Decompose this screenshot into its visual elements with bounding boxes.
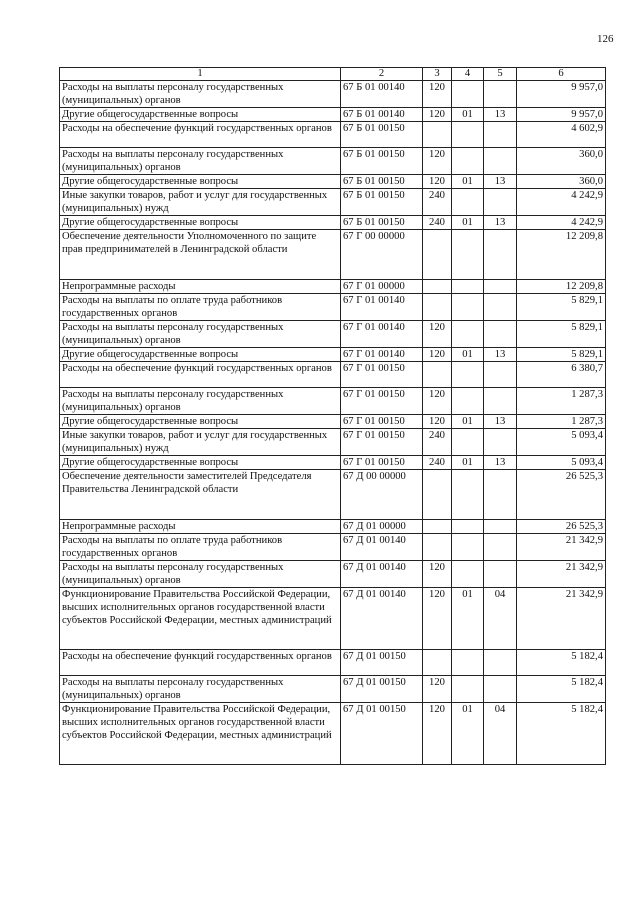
- table-row: [60, 230, 606, 280]
- row-code-cell: 67 Б 01 00140: [341, 108, 423, 122]
- row-code-cell: 67 Г 01 00140: [341, 348, 423, 362]
- table-row: [60, 189, 606, 216]
- row-code-cell: 67 Д 01 00150: [341, 650, 423, 676]
- table-row: [60, 429, 606, 456]
- table-row: [60, 148, 606, 175]
- row-col3-cell: 120: [423, 175, 452, 189]
- row-amount-cell: 4 242,9: [517, 216, 606, 230]
- row-col5-cell: [484, 321, 517, 348]
- row-col3-cell: [423, 362, 452, 388]
- row-amount-cell: 1 287,3: [517, 415, 606, 429]
- row-amount-cell: 5 093,4: [517, 429, 606, 456]
- row-col3-cell: 120: [423, 676, 452, 703]
- row-col4-cell: 01: [452, 456, 484, 470]
- row-col5-cell: 13: [484, 456, 517, 470]
- row-col4-cell: [452, 520, 484, 534]
- row-name-cell: Другие общегосударственные вопросы: [60, 108, 341, 122]
- table-row: [60, 362, 606, 388]
- row-name-cell: Расходы на выплаты персоналу государственных (муниципальных) органов: [60, 81, 341, 108]
- row-amount-cell: 4 242,9: [517, 189, 606, 216]
- row-code-cell: 67 Г 01 00000: [341, 280, 423, 294]
- row-amount-cell: 5 829,1: [517, 294, 606, 321]
- table-row: [60, 348, 606, 362]
- table-row: [60, 456, 606, 470]
- row-name-cell: Расходы на обеспечение функций государственных органов: [60, 362, 341, 388]
- row-col3-cell: [423, 650, 452, 676]
- row-col5-cell: 13: [484, 108, 517, 122]
- row-name-cell: Расходы на выплаты персоналу государственных (муниципальных) органов: [60, 676, 341, 703]
- row-amount-cell: 12 209,8: [517, 230, 606, 280]
- row-name-cell: Обеспечение деятельности заместителей Председателя Правительства Ленинградской области: [60, 470, 341, 520]
- row-code-cell: 67 Г 01 00150: [341, 388, 423, 415]
- row-col3-cell: 120: [423, 81, 452, 108]
- row-col4-cell: [452, 321, 484, 348]
- row-code-cell: 67 Д 01 00150: [341, 676, 423, 703]
- row-code-cell: 67 Б 01 00150: [341, 216, 423, 230]
- row-col3-cell: 240: [423, 456, 452, 470]
- row-col5-cell: [484, 470, 517, 520]
- row-amount-cell: 5 182,4: [517, 676, 606, 703]
- table-row: [60, 470, 606, 520]
- row-col3-cell: 120: [423, 148, 452, 175]
- row-col4-cell: [452, 189, 484, 216]
- row-amount-cell: 5 182,4: [517, 703, 606, 765]
- row-col4-cell: 01: [452, 348, 484, 362]
- row-col4-cell: [452, 650, 484, 676]
- row-col3-cell: 120: [423, 561, 452, 588]
- table-row: [60, 534, 606, 561]
- row-col3-cell: 120: [423, 703, 452, 765]
- table-row: [60, 175, 606, 189]
- row-amount-cell: 360,0: [517, 148, 606, 175]
- row-col3-cell: [423, 520, 452, 534]
- row-code-cell: 67 Д 01 00140: [341, 588, 423, 650]
- row-name-cell: Расходы на выплаты персоналу государственных (муниципальных) органов: [60, 388, 341, 415]
- row-name-cell: Функционирование Правительства Российской Федерации, высших исполнительных органов государственной власти субъектов Российской Федерации, местных администраций: [60, 703, 341, 765]
- row-col5-cell: [484, 429, 517, 456]
- row-code-cell: 67 Г 01 00150: [341, 456, 423, 470]
- row-amount-cell: 9 957,0: [517, 81, 606, 108]
- row-code-cell: 67 Г 01 00140: [341, 294, 423, 321]
- row-col3-cell: 240: [423, 189, 452, 216]
- row-amount-cell: 21 342,9: [517, 588, 606, 650]
- row-name-cell: Другие общегосударственные вопросы: [60, 348, 341, 362]
- row-col5-cell: 13: [484, 175, 517, 189]
- row-col4-cell: [452, 230, 484, 280]
- row-col5-cell: [484, 650, 517, 676]
- row-col4-cell: 01: [452, 703, 484, 765]
- row-code-cell: 67 Б 01 00150: [341, 122, 423, 148]
- column-header: 6: [517, 68, 606, 81]
- row-col5-cell: [484, 294, 517, 321]
- row-col5-cell: [484, 122, 517, 148]
- row-col3-cell: 120: [423, 321, 452, 348]
- row-col4-cell: [452, 122, 484, 148]
- row-name-cell: Обеспечение деятельности Уполномоченного по защите прав предпринимателей в Ленинградской области: [60, 230, 341, 280]
- row-name-cell: Функционирование Правительства Российской Федерации, высших исполнительных органов государственной власти субъектов Российской Федерации, местных администраций: [60, 588, 341, 650]
- row-name-cell: Другие общегосударственные вопросы: [60, 456, 341, 470]
- row-col3-cell: 120: [423, 388, 452, 415]
- row-amount-cell: 21 342,9: [517, 534, 606, 561]
- row-col4-cell: [452, 676, 484, 703]
- row-col5-cell: [484, 561, 517, 588]
- row-code-cell: 67 Д 01 00140: [341, 561, 423, 588]
- column-header: 4: [452, 68, 484, 81]
- column-header: 5: [484, 68, 517, 81]
- row-col4-cell: 01: [452, 588, 484, 650]
- row-col5-cell: [484, 388, 517, 415]
- row-col4-cell: [452, 561, 484, 588]
- row-col5-cell: [484, 534, 517, 561]
- row-amount-cell: 26 525,3: [517, 520, 606, 534]
- table-row: [60, 108, 606, 122]
- row-col5-cell: 13: [484, 216, 517, 230]
- page-number: 126: [597, 33, 614, 45]
- row-col3-cell: [423, 122, 452, 148]
- row-amount-cell: 5 182,4: [517, 650, 606, 676]
- row-col3-cell: 120: [423, 108, 452, 122]
- row-col5-cell: [484, 280, 517, 294]
- row-name-cell: Расходы на выплаты персоналу государственных (муниципальных) органов: [60, 561, 341, 588]
- table-row: [60, 321, 606, 348]
- table-row: [60, 81, 606, 108]
- table-row: [60, 588, 606, 650]
- row-col3-cell: 120: [423, 348, 452, 362]
- row-amount-cell: 1 287,3: [517, 388, 606, 415]
- row-col5-cell: 04: [484, 588, 517, 650]
- row-code-cell: 67 Г 01 00150: [341, 429, 423, 456]
- table-row: [60, 561, 606, 588]
- row-col3-cell: [423, 230, 452, 280]
- row-name-cell: Расходы на выплаты персоналу государственных (муниципальных) органов: [60, 148, 341, 175]
- row-name-cell: Расходы на выплаты по оплате труда работников государственных органов: [60, 294, 341, 321]
- row-name-cell: Иные закупки товаров, работ и услуг для государственных (муниципальных) нужд: [60, 189, 341, 216]
- row-col4-cell: [452, 362, 484, 388]
- row-amount-cell: 360,0: [517, 175, 606, 189]
- row-code-cell: 67 Д 00 00000: [341, 470, 423, 520]
- row-col5-cell: 13: [484, 348, 517, 362]
- row-code-cell: 67 Б 01 00150: [341, 175, 423, 189]
- row-col3-cell: [423, 470, 452, 520]
- row-col3-cell: [423, 280, 452, 294]
- row-amount-cell: 5 829,1: [517, 321, 606, 348]
- row-code-cell: 67 Б 01 00140: [341, 81, 423, 108]
- row-col5-cell: 13: [484, 415, 517, 429]
- row-name-cell: Другие общегосударственные вопросы: [60, 216, 341, 230]
- row-col5-cell: [484, 362, 517, 388]
- row-amount-cell: 12 209,8: [517, 280, 606, 294]
- row-code-cell: 67 Д 01 00000: [341, 520, 423, 534]
- row-name-cell: Расходы на обеспечение функций государственных органов: [60, 122, 341, 148]
- row-col4-cell: [452, 534, 484, 561]
- row-col4-cell: [452, 280, 484, 294]
- row-col4-cell: 01: [452, 415, 484, 429]
- row-code-cell: 67 Д 01 00140: [341, 534, 423, 561]
- column-number-row: [60, 68, 606, 81]
- row-name-cell: Другие общегосударственные вопросы: [60, 175, 341, 189]
- row-amount-cell: 26 525,3: [517, 470, 606, 520]
- column-header: 3: [423, 68, 452, 81]
- table-row: [60, 294, 606, 321]
- row-col4-cell: [452, 429, 484, 456]
- row-name-cell: Расходы на выплаты персоналу государственных (муниципальных) органов: [60, 321, 341, 348]
- row-col3-cell: [423, 294, 452, 321]
- row-col3-cell: [423, 534, 452, 561]
- row-name-cell: Расходы на выплаты по оплате труда работников государственных органов: [60, 534, 341, 561]
- row-code-cell: 67 Б 01 00150: [341, 189, 423, 216]
- table-row: [60, 703, 606, 765]
- row-col4-cell: [452, 470, 484, 520]
- table-row: [60, 650, 606, 676]
- row-col5-cell: [484, 148, 517, 175]
- row-code-cell: 67 Г 00 00000: [341, 230, 423, 280]
- column-header: 2: [341, 68, 423, 81]
- table-row: [60, 415, 606, 429]
- row-code-cell: 67 Г 01 00150: [341, 362, 423, 388]
- row-col4-cell: [452, 388, 484, 415]
- table-row: [60, 122, 606, 148]
- row-code-cell: 67 Г 01 00140: [341, 321, 423, 348]
- row-name-cell: Другие общегосударственные вопросы: [60, 415, 341, 429]
- row-col5-cell: [484, 230, 517, 280]
- row-amount-cell: 21 342,9: [517, 561, 606, 588]
- row-col3-cell: 120: [423, 415, 452, 429]
- row-col4-cell: 01: [452, 108, 484, 122]
- row-amount-cell: 5 093,4: [517, 456, 606, 470]
- row-col5-cell: [484, 81, 517, 108]
- row-col5-cell: 04: [484, 703, 517, 765]
- row-name-cell: Расходы на обеспечение функций государственных органов: [60, 650, 341, 676]
- row-col5-cell: [484, 676, 517, 703]
- row-amount-cell: 6 380,7: [517, 362, 606, 388]
- table-row: [60, 388, 606, 415]
- row-amount-cell: 4 602,9: [517, 122, 606, 148]
- row-col4-cell: 01: [452, 175, 484, 189]
- row-code-cell: 67 Б 01 00150: [341, 148, 423, 175]
- row-code-cell: 67 Г 01 00150: [341, 415, 423, 429]
- row-col3-cell: 240: [423, 216, 452, 230]
- row-col3-cell: 120: [423, 588, 452, 650]
- row-col4-cell: [452, 294, 484, 321]
- row-col5-cell: [484, 189, 517, 216]
- row-name-cell: Непрограммные расходы: [60, 520, 341, 534]
- row-col3-cell: 240: [423, 429, 452, 456]
- table-row: [60, 676, 606, 703]
- table-row: [60, 280, 606, 294]
- row-name-cell: Иные закупки товаров, работ и услуг для государственных (муниципальных) нужд: [60, 429, 341, 456]
- row-col4-cell: 01: [452, 216, 484, 230]
- row-code-cell: 67 Д 01 00150: [341, 703, 423, 765]
- table-row: [60, 216, 606, 230]
- budget-table: [59, 67, 606, 765]
- row-amount-cell: 5 829,1: [517, 348, 606, 362]
- row-col5-cell: [484, 520, 517, 534]
- row-name-cell: Непрограммные расходы: [60, 280, 341, 294]
- row-col4-cell: [452, 81, 484, 108]
- row-col4-cell: [452, 148, 484, 175]
- column-header: 1: [60, 68, 341, 81]
- table-row: [60, 520, 606, 534]
- row-amount-cell: 9 957,0: [517, 108, 606, 122]
